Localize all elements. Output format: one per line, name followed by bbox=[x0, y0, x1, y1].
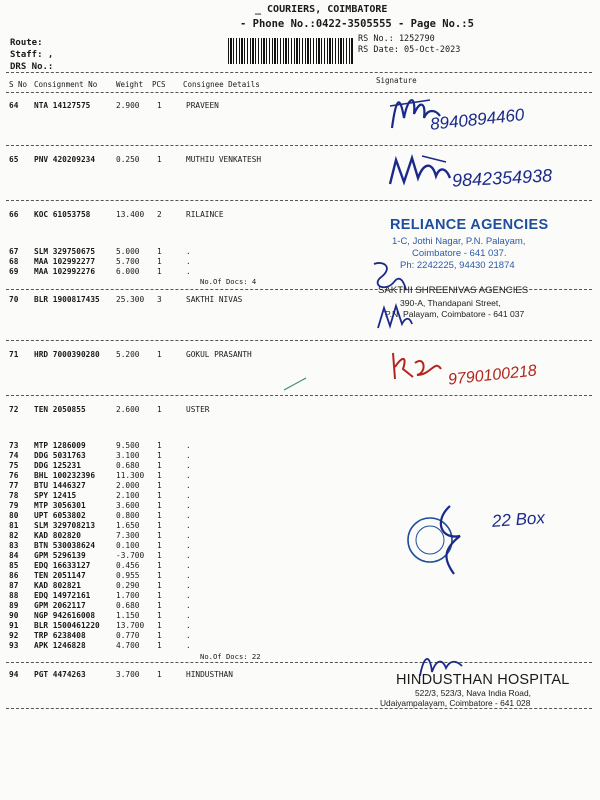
row-consignment: GPM 2062117 bbox=[34, 601, 86, 610]
col-consignment: Consignment No bbox=[34, 80, 98, 89]
row-consignment: BTN 530038624 bbox=[34, 541, 96, 550]
row-consignment: KOC 61053758 bbox=[34, 210, 91, 219]
row-pcs: 1 bbox=[157, 571, 162, 580]
row-weight: 13.400 bbox=[116, 210, 145, 219]
row-pcs: 1 bbox=[157, 541, 162, 550]
row-sno: 65 bbox=[9, 155, 19, 164]
divider bbox=[6, 72, 592, 73]
row-consignment: BLR 1900817435 bbox=[34, 295, 100, 304]
docs-count: No.Of Docs: 22 bbox=[200, 652, 261, 661]
row-pcs: 1 bbox=[157, 521, 162, 530]
row-consignee: . bbox=[186, 441, 191, 450]
divider bbox=[6, 708, 592, 709]
row-weight: 25.300 bbox=[116, 295, 145, 304]
row-consignee: . bbox=[186, 471, 191, 480]
row-sno: 84 bbox=[9, 551, 19, 560]
signature-sakthi bbox=[374, 300, 414, 335]
row-consignee: GOKUL PRASANTH bbox=[186, 350, 252, 359]
divider bbox=[6, 200, 592, 201]
row-pcs: 1 bbox=[157, 531, 162, 540]
row-pcs: 1 bbox=[157, 611, 162, 620]
signature-gokul bbox=[385, 345, 445, 385]
row-sno: 91 bbox=[9, 621, 19, 630]
table-row bbox=[0, 295, 380, 306]
divider bbox=[6, 662, 592, 663]
row-weight: 2.900 bbox=[116, 101, 140, 110]
signature-praveen bbox=[386, 88, 446, 138]
row-consignee: . bbox=[186, 257, 191, 266]
row-sno: 94 bbox=[9, 670, 19, 679]
table-row bbox=[0, 641, 380, 652]
row-pcs: 1 bbox=[157, 641, 162, 650]
row-sno: 66 bbox=[9, 210, 19, 219]
table-row bbox=[0, 155, 380, 166]
row-weight: 13.700 bbox=[116, 621, 145, 630]
row-consignee: . bbox=[186, 461, 191, 470]
row-weight: 4.700 bbox=[116, 641, 140, 650]
row-consignment: BTU 1446327 bbox=[34, 481, 86, 490]
row-pcs: 1 bbox=[157, 561, 162, 570]
row-consignment: GPM 5296139 bbox=[34, 551, 86, 560]
row-consignment: SLM 329708213 bbox=[34, 521, 96, 530]
row-consignment: EDQ 14972161 bbox=[34, 591, 91, 600]
row-consignee: . bbox=[186, 267, 191, 276]
company-name: _ COURIERS, COIMBATORE bbox=[255, 4, 388, 15]
table-row bbox=[0, 405, 380, 416]
drs-label: DRS No.: bbox=[10, 62, 54, 72]
row-sno: 64 bbox=[9, 101, 19, 110]
row-sno: 92 bbox=[9, 631, 19, 640]
row-pcs: 1 bbox=[157, 670, 162, 679]
row-weight: 0.680 bbox=[116, 461, 140, 470]
hindusthan-stamp-city: Udaiyampalayam, Coimbatore - 641 028 bbox=[380, 698, 531, 708]
reliance-stamp-title: RELIANCE AGENCIES bbox=[390, 217, 549, 233]
row-weight: 2.600 bbox=[116, 405, 140, 414]
row-pcs: 1 bbox=[157, 621, 162, 630]
phone-page-line: - Phone No.:0422-3505555 - Page No.:5 bbox=[240, 18, 474, 30]
row-pcs: 1 bbox=[157, 601, 162, 610]
row-pcs: 1 bbox=[157, 501, 162, 510]
row-consignee: PRAVEEN bbox=[186, 101, 219, 110]
row-sno: 76 bbox=[9, 471, 19, 480]
row-sno: 83 bbox=[9, 541, 19, 550]
row-consignee: . bbox=[186, 451, 191, 460]
table-row bbox=[0, 670, 380, 681]
handwritten-phone: 9842354938 bbox=[451, 165, 553, 191]
row-weight: 0.456 bbox=[116, 561, 140, 570]
hindusthan-stamp-title: HINDUSTHAN HOSPITAL bbox=[396, 672, 570, 688]
row-sno: 82 bbox=[9, 531, 19, 540]
row-pcs: 1 bbox=[157, 101, 162, 110]
row-pcs: 1 bbox=[157, 451, 162, 460]
row-pcs: 1 bbox=[157, 471, 162, 480]
row-weight: 0.290 bbox=[116, 581, 140, 590]
row-consignment: KAD 802821 bbox=[34, 581, 81, 590]
col-pcs: PCS bbox=[152, 80, 166, 89]
row-pcs: 1 bbox=[157, 581, 162, 590]
reliance-stamp-city: Coimbatore - 641 037. bbox=[412, 248, 507, 259]
row-sno: 81 bbox=[9, 521, 19, 530]
row-consignee: SAKTHI NIVAS bbox=[186, 295, 243, 304]
row-pcs: 3 bbox=[157, 295, 162, 304]
row-weight: 1.650 bbox=[116, 521, 140, 530]
row-sno: 89 bbox=[9, 601, 19, 610]
table-row bbox=[0, 210, 380, 221]
row-weight: 2.000 bbox=[116, 481, 140, 490]
row-sno: 93 bbox=[9, 641, 19, 650]
row-consignee: . bbox=[186, 491, 191, 500]
row-consignment: TEN 2050855 bbox=[34, 405, 86, 414]
row-pcs: 1 bbox=[157, 405, 162, 414]
divider bbox=[6, 340, 592, 341]
row-consignment: MTP 1286009 bbox=[34, 441, 86, 450]
divider bbox=[6, 145, 592, 146]
row-pcs: 2 bbox=[157, 210, 162, 219]
row-consignee: . bbox=[186, 611, 191, 620]
divider bbox=[6, 92, 592, 93]
row-consignee: . bbox=[186, 481, 191, 490]
row-sno: 78 bbox=[9, 491, 19, 500]
row-pcs: 1 bbox=[157, 441, 162, 450]
row-consignee: MUTHIU VENKATESH bbox=[186, 155, 262, 164]
row-consignment: MTP 3056301 bbox=[34, 501, 86, 510]
signature-muthiu bbox=[386, 148, 456, 193]
row-consignee: . bbox=[186, 601, 191, 610]
rs-number: RS No.: 1252790 bbox=[358, 34, 435, 44]
col-weight: Weight bbox=[116, 80, 144, 89]
row-consignment: TRP 6238408 bbox=[34, 631, 86, 640]
col-sno: S No bbox=[9, 80, 28, 89]
row-consignee: HINDUSTHAN bbox=[186, 670, 233, 679]
row-pcs: 1 bbox=[157, 511, 162, 520]
seal-stamp bbox=[404, 500, 474, 576]
row-pcs: 1 bbox=[157, 155, 162, 164]
row-consignee: . bbox=[186, 247, 191, 256]
signature-hindusthan bbox=[416, 650, 466, 680]
row-consignee: . bbox=[186, 521, 191, 530]
row-consignment: NTA 14127575 bbox=[34, 101, 91, 110]
row-sno: 70 bbox=[9, 295, 19, 304]
row-weight: 0.680 bbox=[116, 601, 140, 610]
row-weight: 6.000 bbox=[116, 267, 140, 276]
row-consignment: DDG 125231 bbox=[34, 461, 81, 470]
row-sno: 88 bbox=[9, 591, 19, 600]
row-consignee: . bbox=[186, 641, 191, 650]
reliance-stamp-address: 1-C, Jothi Nagar, P.N. Palayam, bbox=[392, 236, 526, 247]
row-consignee: . bbox=[186, 581, 191, 590]
docs-count: No.Of Docs: 4 bbox=[200, 277, 257, 286]
row-consignee: . bbox=[186, 501, 191, 510]
row-pcs: 1 bbox=[157, 481, 162, 490]
row-consignment: BLR 1500461220 bbox=[34, 621, 100, 630]
barcode bbox=[228, 38, 354, 64]
row-consignee: . bbox=[186, 621, 191, 630]
row-sno: 72 bbox=[9, 405, 19, 414]
row-sno: 67 bbox=[9, 247, 19, 256]
row-sno: 90 bbox=[9, 611, 19, 620]
row-sno: 69 bbox=[9, 267, 19, 276]
row-consignment: KAD 802820 bbox=[34, 531, 81, 540]
row-weight: 1.700 bbox=[116, 591, 140, 600]
row-consignment: EDQ 16633127 bbox=[34, 561, 91, 570]
row-pcs: 1 bbox=[157, 551, 162, 560]
row-weight: 9.500 bbox=[116, 441, 140, 450]
row-sno: 87 bbox=[9, 581, 19, 590]
row-consignment: MAA 102992276 bbox=[34, 267, 96, 276]
staff-label: Staff: , bbox=[10, 50, 54, 60]
sakthi-stamp-city: P.N. Palayam, Coimbatore - 641 037 bbox=[385, 309, 525, 319]
row-pcs: 1 bbox=[157, 461, 162, 470]
table-row bbox=[0, 101, 380, 112]
row-weight: 0.250 bbox=[116, 155, 140, 164]
table-row bbox=[0, 350, 380, 361]
row-consignment: TEN 2051147 bbox=[34, 571, 86, 580]
row-weight: 0.955 bbox=[116, 571, 140, 580]
row-consignee: . bbox=[186, 631, 191, 640]
row-weight: 0.100 bbox=[116, 541, 140, 550]
row-consignment: SLM 329750675 bbox=[34, 247, 96, 256]
row-consignee: . bbox=[186, 511, 191, 520]
row-weight: 0.800 bbox=[116, 511, 140, 520]
divider bbox=[6, 395, 592, 396]
row-consignee: . bbox=[186, 561, 191, 570]
row-consignee: . bbox=[186, 571, 191, 580]
row-weight: 5.700 bbox=[116, 257, 140, 266]
row-weight: 3.100 bbox=[116, 451, 140, 460]
hindusthan-stamp-address: 522/3, 523/3, Nava India Road, bbox=[415, 688, 531, 698]
row-sno: 74 bbox=[9, 451, 19, 460]
ink-mark bbox=[280, 374, 310, 394]
row-consignee: . bbox=[186, 591, 191, 600]
row-consignment: PNV 420209234 bbox=[34, 155, 96, 164]
row-sno: 86 bbox=[9, 571, 19, 580]
row-consignment: APK 1246828 bbox=[34, 641, 86, 650]
row-weight: -3.700 bbox=[116, 551, 145, 560]
row-weight: 3.600 bbox=[116, 501, 140, 510]
row-sno: 68 bbox=[9, 257, 19, 266]
row-sno: 71 bbox=[9, 350, 19, 359]
row-sno: 85 bbox=[9, 561, 19, 570]
row-pcs: 1 bbox=[157, 350, 162, 359]
row-consignment: MAA 102992277 bbox=[34, 257, 96, 266]
row-consignment: UPT 6053802 bbox=[34, 511, 86, 520]
row-pcs: 1 bbox=[157, 247, 162, 256]
row-sno: 79 bbox=[9, 501, 19, 510]
row-consignment: NGP 942616008 bbox=[34, 611, 96, 620]
row-consignee: USTER bbox=[186, 405, 210, 414]
row-pcs: 1 bbox=[157, 591, 162, 600]
col-consignee: Consignee Details bbox=[183, 80, 260, 89]
row-consignee: RILAINCE bbox=[186, 210, 224, 219]
row-sno: 77 bbox=[9, 481, 19, 490]
row-weight: 5.000 bbox=[116, 247, 140, 256]
row-sno: 75 bbox=[9, 461, 19, 470]
handwritten-phone: 9790100218 bbox=[447, 362, 538, 389]
row-pcs: 1 bbox=[157, 631, 162, 640]
row-consignee: . bbox=[186, 551, 191, 560]
route-label: Route: bbox=[10, 38, 43, 48]
row-weight: 11.300 bbox=[116, 471, 145, 480]
handwritten-note: 22 Box bbox=[491, 508, 546, 531]
col-signature: Signature bbox=[376, 76, 417, 85]
row-weight: 1.150 bbox=[116, 611, 140, 620]
row-weight: 5.200 bbox=[116, 350, 140, 359]
sakthi-stamp-address: 390-A, Thandapani Street, bbox=[400, 298, 501, 308]
row-consignment: SPY 12415 bbox=[34, 491, 77, 500]
handwritten-phone: 8940894460 bbox=[429, 105, 526, 134]
sakthi-stamp-title: SAKTHI SHREENIVAS AGENCIES bbox=[378, 285, 529, 296]
table-row bbox=[0, 267, 380, 278]
row-pcs: 1 bbox=[157, 257, 162, 266]
row-sno: 73 bbox=[9, 441, 19, 450]
row-consignment: HRD 7000390280 bbox=[34, 350, 100, 359]
row-consignment: DDG 5031763 bbox=[34, 451, 86, 460]
row-consignment: BHL 100232396 bbox=[34, 471, 96, 480]
row-sno: 80 bbox=[9, 511, 19, 520]
row-pcs: 1 bbox=[157, 491, 162, 500]
row-weight: 2.100 bbox=[116, 491, 140, 500]
row-consignee: . bbox=[186, 531, 191, 540]
row-weight: 0.770 bbox=[116, 631, 140, 640]
signature-reliance bbox=[370, 258, 410, 298]
row-consignment: PGT 4474263 bbox=[34, 670, 86, 679]
row-pcs: 1 bbox=[157, 267, 162, 276]
reliance-stamp-phone: Ph: 2242225, 94430 21874 bbox=[400, 260, 515, 271]
row-weight: 3.700 bbox=[116, 670, 140, 679]
row-weight: 7.300 bbox=[116, 531, 140, 540]
rs-date: RS Date: 05-Oct-2023 bbox=[358, 45, 461, 55]
row-consignee: . bbox=[186, 541, 191, 550]
